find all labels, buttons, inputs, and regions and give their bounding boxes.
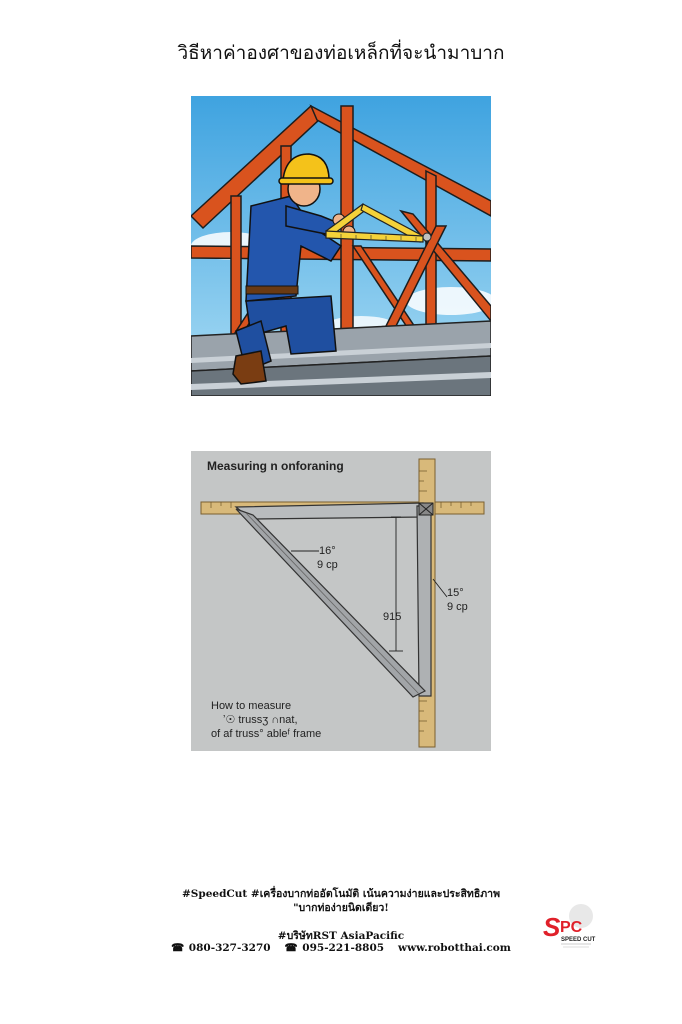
caption-line-3: of af truss° ableᶠ frame: [211, 728, 322, 740]
footer-company: #บริษัทRST AsiaPacific: [277, 930, 405, 942]
caption-line-2: ʼ☉ trussʒ ∩nat,: [223, 714, 298, 726]
svg-text:SPEED CUT: SPEED CUT: [561, 937, 596, 943]
page-title: วิธีหาค่าองศาของท่อเหล็กที่จะนำมาบาก: [177, 42, 505, 64]
length-label: 915: [383, 611, 402, 623]
angle-diagram: [191, 451, 491, 751]
website-link[interactable]: www.robotthai.com: [398, 942, 511, 954]
angle-value-1: 9 cp: [317, 559, 338, 571]
diagram-heading: Measuring n onforaning: [207, 459, 344, 473]
footer-slogan: "บากท่อง่ายนิดเดียว!: [293, 902, 389, 914]
svg-text:PC: PC: [560, 919, 583, 936]
angle-label-2: 15°: [447, 587, 464, 599]
svg-text:S: S: [543, 912, 561, 942]
angle-label-1: 16°: [319, 545, 336, 557]
phone-1[interactable]: ☎ 080-327-3270: [171, 942, 271, 954]
spc-logo: [541, 902, 599, 954]
phone-2[interactable]: ☎ 095-221-8805: [284, 942, 385, 954]
caption-line-1: How to measure: [211, 700, 292, 712]
truss-illustration: [191, 96, 491, 396]
footer-hashtags: #SpeedCut #เครื่องบากท่ออัตโนมัติ เน้นความง่ายและประสิทธิภาพ: [181, 888, 500, 900]
angle-value-2: 9 cp: [447, 601, 468, 613]
